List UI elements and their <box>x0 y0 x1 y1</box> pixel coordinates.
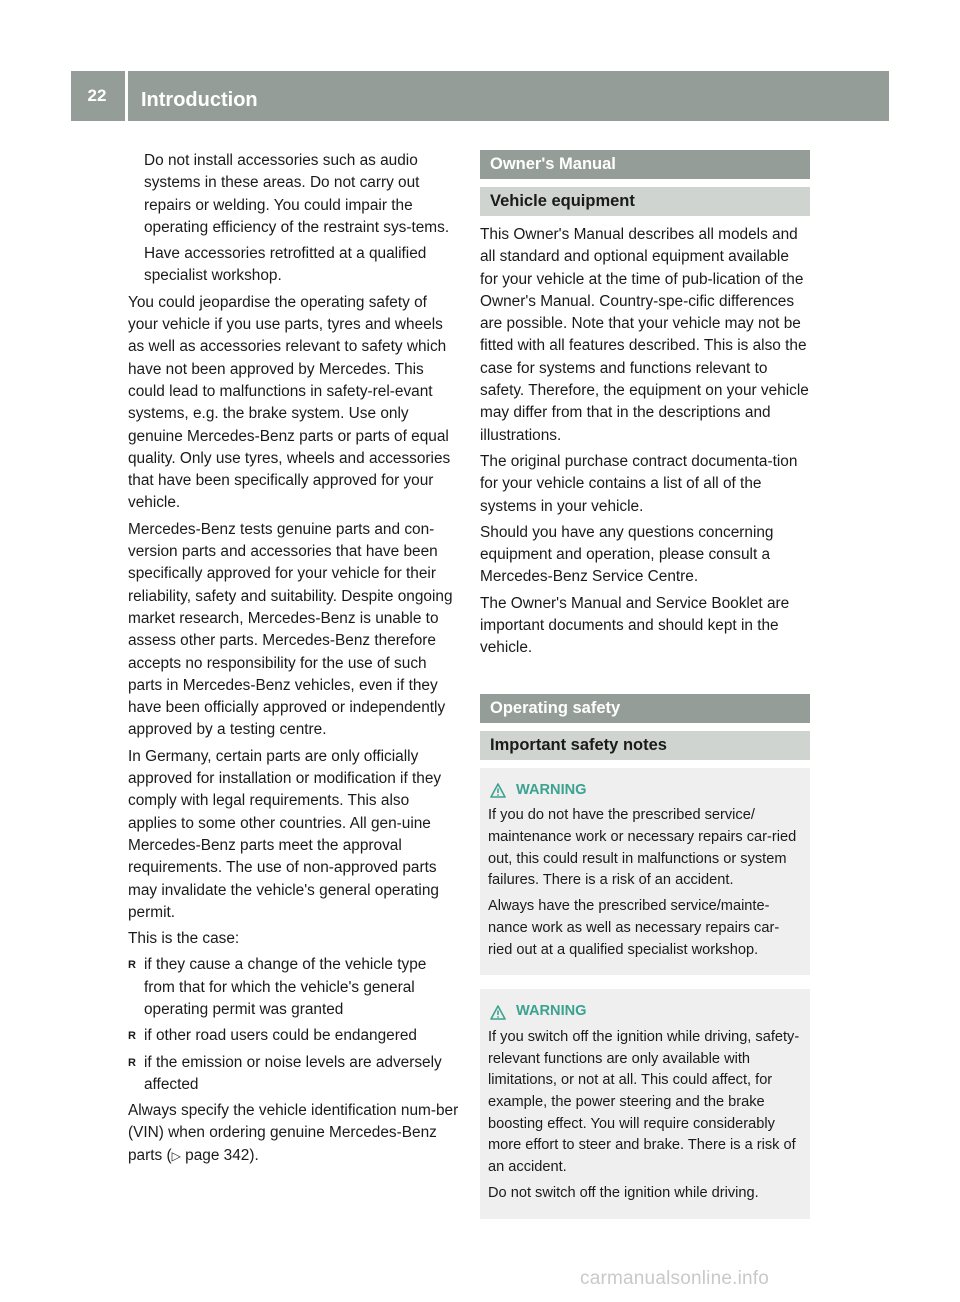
warning-heading <box>488 780 800 802</box>
warning-instruction: Always have the prescribed service/mainte-nance work as well as necessary repairs car-ried out at a qualified specialist workshop. <box>488 898 780 958</box>
warning-box-ignition <box>480 989 810 1218</box>
subsection-header-safety-notes: Important safety notes <box>480 731 810 760</box>
paragraph-parts-testing: Mercedes-Benz tests genuine parts and con-version parts and accessories that have been specifically approved for your vehicle for their reliability, safety and suitability. Despite ongoing market research, Mercedes-Benz is unable to assess other parts. Mercedes-Benz therefore accepts no responsibility for the use of such parts in Mercedes-Benz vehicles, even if they have been officially approved or independently approved by a testing centre. <box>128 520 453 739</box>
warning-triangle-icon <box>490 783 506 798</box>
bullet-marker: R <box>128 1030 136 1043</box>
page-reference-link[interactable]: page 342). <box>185 1146 259 1164</box>
warning-text: If you switch off the ignition while driving, safety-relevant functions are only available with limitations, or not at all. This could affect, for example, the power steering and the brake boosting effect. You will require considerably more effort to steer and brake. There is a risk of an accident. <box>488 1028 800 1176</box>
paragraph-case-intro: This is the case: <box>128 930 240 948</box>
warning-instruction: Do not switch off the ignition while driving. <box>488 1184 759 1201</box>
section-header-operating-safety: Operating safety <box>480 694 810 723</box>
page-number: 22 <box>87 86 107 105</box>
paragraph-manual-description: This Owner's Manual describes all models and all standard and optional equipment available for your vehicle at the time of pub-lication of the Owner's Manual. Country-spe-cific differences are possible. Note that your vehicle may not be fitted with all features described. This is also the case for systems and functions relevant to safety. Therefore, the equipment on your vehicle may differ from that in the descriptions and illustrations. <box>480 226 809 444</box>
list-item-text: if they cause a change of the vehicle type from that for which the vehicle's general operating permit was granted <box>144 956 427 1018</box>
vin-text: Always specify the vehicle identification num-ber (VIN) when ordering genuine Mercedes-Benz parts ( <box>128 1102 459 1164</box>
warning-label: WARNING <box>516 781 587 798</box>
paragraph-vin <box>128 1100 460 1167</box>
header-divider <box>125 71 128 121</box>
list-item <box>128 1025 460 1047</box>
spacer <box>480 975 810 989</box>
watermark: carmanualsonline.info <box>580 1268 770 1289</box>
warning-triangle-icon <box>490 1005 506 1020</box>
list-item-text: if other road users could be endangered <box>144 1027 417 1045</box>
warning-text: If you do not have the prescribed service/ maintenance work or necessary repairs car-ried out, this could result in malfunctions or system failures. There is a risk of an accident. <box>488 807 797 889</box>
page-header <box>71 71 889 121</box>
bullet-marker: R <box>128 959 136 972</box>
bullet-marker: R <box>128 1056 136 1069</box>
list-item <box>128 954 460 1021</box>
warning-heading <box>488 1001 800 1023</box>
warning-box-service <box>480 768 810 976</box>
warning-label: WARNING <box>516 1003 587 1020</box>
page-reference-arrow: ▷ <box>171 1148 181 1163</box>
list-item <box>128 1052 460 1097</box>
left-column <box>128 150 460 1171</box>
paragraph-germany: In Germany, certain parts are only officially approved for installation or modification if they comply with legal requirements. This also applies to some other countries. All gen-uine Mercedes-Benz parts meet the approval requirements. The use of non-approved parts may invalidate the vehicle's general operating permit. <box>128 747 442 921</box>
spacer <box>480 664 810 694</box>
subsection-header-vehicle-equipment: Vehicle equipment <box>480 187 810 216</box>
paragraph-purchase-contract: The original purchase contract documenta-tion for your vehicle contains a list of all of the systems in your vehicle. <box>480 452 798 515</box>
continued-text-2: Have accessories retrofitted at a qualified specialist workshop. <box>144 245 427 285</box>
paragraph-questions: Should you have any questions concerning equipment and operation, please consult a Mercedes-Benz Service Centre. <box>480 523 774 586</box>
right-column <box>480 150 810 1219</box>
continued-text-1: Do not install accessories such as audio systems in these areas. Do not carry out repairs or welding. You could impair the operating efficiency of the restraint sys-tems. <box>144 152 450 236</box>
section-header-owners-manual: Owner's Manual <box>480 150 810 179</box>
paragraph-parts-safety: You could jeopardise the operating safety of your vehicle if you use parts, tyres and wheels as well as accessories relevant to safety which have not been approved by Mercedes. This could lead to malfunctions in safety-rel-evant systems, e.g. the brake system. Use only genuine Mercedes-Benz parts or parts of equal quality. Only use tyres, wheels and accessories that have been specifically approved for your vehicle. <box>128 293 451 512</box>
chapter-title: Introduction <box>141 89 258 111</box>
list-item-text: if the emission or noise levels are adversely affected <box>144 1053 442 1093</box>
paragraph-booklet: The Owner's Manual and Service Booklet are important documents and should kept in the vehicle. <box>480 594 790 657</box>
